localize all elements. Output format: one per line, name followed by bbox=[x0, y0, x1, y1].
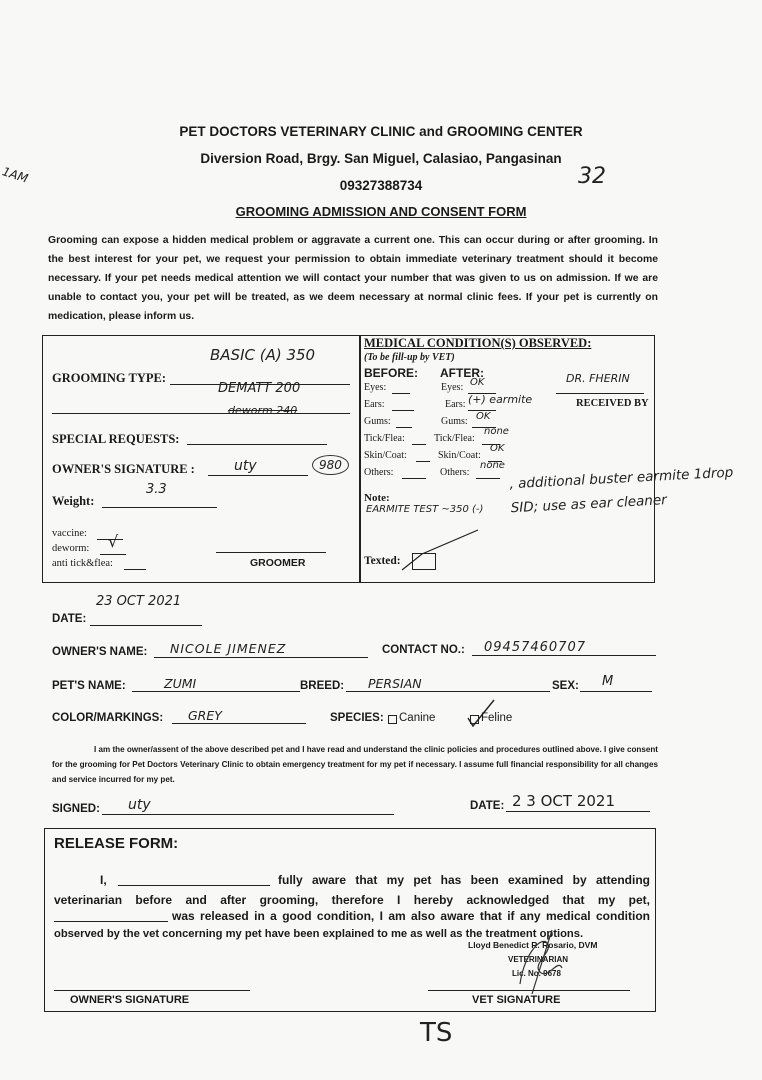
note-label: Note: bbox=[364, 492, 390, 504]
weight-value: 3.3 bbox=[146, 482, 167, 497]
after-label: AFTER: bbox=[440, 366, 484, 380]
sex-label: SEX: bbox=[552, 680, 579, 692]
medical-row bbox=[364, 411, 564, 433]
row-line-before bbox=[412, 444, 426, 445]
deworm-label: deworm: bbox=[52, 543, 90, 554]
release-name-line bbox=[118, 885, 270, 886]
color-value: GREY bbox=[188, 708, 222, 723]
contact-label: CONTACT NO.: bbox=[382, 644, 465, 656]
signed-line bbox=[102, 814, 394, 815]
row-after-value: OK bbox=[470, 377, 485, 388]
color-label: COLOR/MARKINGS: bbox=[52, 712, 164, 724]
note-value: EARMITE TEST ~350 (-) bbox=[366, 504, 484, 515]
stamp-name: Lloyd Benedict R. Rosario, DVM bbox=[468, 940, 598, 950]
stamp-lic: Lic. No. 9678 bbox=[512, 969, 561, 978]
date-line bbox=[90, 625, 202, 626]
feline-label: Feline bbox=[481, 712, 513, 724]
color-line bbox=[172, 723, 306, 724]
texted-label: Texted: bbox=[364, 555, 401, 567]
owner-signature-value: uty bbox=[234, 458, 257, 474]
contact-line bbox=[472, 655, 656, 656]
medical-title: MEDICAL CONDITION(S) OBSERVED: bbox=[364, 336, 592, 350]
pet-name-line bbox=[132, 691, 300, 692]
received-by-line bbox=[556, 393, 644, 394]
row-label-before: Tick/Flea: bbox=[364, 433, 405, 444]
row-line-before bbox=[396, 427, 412, 428]
row-label-after: Ears: bbox=[445, 399, 466, 410]
row-line-before bbox=[416, 461, 430, 462]
grooming-line2-value: DEMATT 200 bbox=[218, 381, 301, 396]
vet-signature-label: VET SIGNATURE bbox=[472, 994, 561, 1006]
breed-label: BREED: bbox=[300, 680, 345, 692]
medical-row bbox=[364, 393, 564, 416]
row-line-before bbox=[392, 410, 414, 411]
clinic-phone: 09327388734 bbox=[339, 178, 423, 193]
release-pet-line bbox=[54, 921, 168, 922]
consent-text: I am the owner/assent of the above described pet and I have read and understand the clinic policies and procedures outlined above. I give consent for the grooming for Pet Doctors Veterinary Clinic to obtain emergency treatment for my pet if necessary. I assume full financial responsibility for all changes and service incurred for my pet. bbox=[52, 745, 659, 784]
release-line3: was released in a good condition, I am also aware that if any medical condition bbox=[172, 909, 650, 923]
pet-name-value: ZUMI bbox=[164, 676, 197, 691]
row-after-value: (+) earmite bbox=[468, 393, 533, 406]
deworm-check: √ bbox=[108, 532, 119, 551]
weight-line bbox=[102, 507, 217, 508]
owner-signature-release-line bbox=[54, 990, 250, 991]
antitick-line bbox=[124, 569, 146, 570]
sex-line bbox=[580, 691, 652, 692]
grooming-type-label: GROOMING TYPE: bbox=[52, 371, 167, 385]
pet-name-label: PET'S NAME: bbox=[52, 680, 126, 692]
release-title: RELEASE FORM: bbox=[54, 835, 179, 852]
footer-initials: TS bbox=[420, 1018, 453, 1048]
groomer-line bbox=[216, 552, 326, 553]
canine-checkbox[interactable] bbox=[388, 715, 397, 724]
owner-signature-release-label: OWNER'S SIGNATURE bbox=[70, 994, 190, 1006]
deworm-line bbox=[100, 554, 126, 555]
row-line-before bbox=[402, 478, 426, 479]
groomer-label: GROOMER bbox=[250, 557, 306, 569]
row-label-after: Skin/Coat: bbox=[438, 450, 481, 461]
date-label: DATE: bbox=[52, 613, 87, 625]
release-line4: observed by the vet concerning my pet have been explained to me as well as the treatment options. bbox=[54, 928, 584, 940]
medical-rows bbox=[364, 377, 564, 484]
weight-label: Weight: bbox=[52, 494, 95, 508]
before-label: BEFORE: bbox=[364, 366, 418, 380]
grooming-line3-value: deworm 240 bbox=[228, 404, 298, 417]
grooming-line-2 bbox=[52, 413, 350, 414]
special-requests-label: SPECIAL REQUESTS: bbox=[52, 432, 180, 446]
row-label-after: Tick/Flea: bbox=[434, 433, 475, 444]
margin-note: 1AM bbox=[0, 164, 30, 186]
vet-signature-scribble-icon bbox=[512, 924, 572, 1004]
clinic-address: Diversion Road, Brgy. San Miguel, Calasiao, Pangasinan bbox=[200, 151, 562, 166]
row-label-before: Eyes: bbox=[364, 382, 387, 393]
received-by-label: RECEIVED BY bbox=[576, 398, 649, 409]
row-line-after bbox=[476, 478, 500, 479]
received-by-value: DR. FHERIN bbox=[566, 372, 630, 385]
contact-value: 09457460707 bbox=[484, 640, 586, 655]
species-label: SPECIES: bbox=[330, 712, 384, 724]
row-label-before: Skin/Coat: bbox=[364, 450, 407, 461]
medical-row bbox=[364, 443, 564, 467]
row-after-value: OK bbox=[490, 443, 505, 454]
box-divider bbox=[359, 336, 361, 582]
antitick-label: anti tick&flea: bbox=[52, 558, 113, 569]
row-label-after: Gums: bbox=[441, 416, 468, 427]
release-i: I, bbox=[100, 873, 107, 887]
row-label-before: Gums: bbox=[364, 416, 391, 427]
release-line2: veterinarian before and after grooming, therefore I hereby acknowledged that my pet, bbox=[54, 893, 650, 907]
row-after-value: none bbox=[484, 426, 509, 437]
owner-name-line bbox=[154, 657, 368, 658]
row-label-after: Others: bbox=[440, 467, 470, 478]
signed-label: SIGNED: bbox=[52, 803, 100, 815]
signed-value: uty bbox=[128, 797, 151, 813]
row-after-value: none bbox=[480, 460, 505, 471]
vet-signature-line bbox=[428, 990, 630, 991]
intro-paragraph: Grooming can expose a hidden medical problem or aggravate a current one. This can occur during or after grooming. In the best interest for your pet, we request your permission to obtain immediate veterinary treatment should it become necessary. If your pet needs medical attention we will contact your number that was given to us on admission. If we are unable to contact you, your pet will be treated, as we deem necessary at normal clinic fees. If your pet is currently on medication, please inform us. bbox=[48, 235, 658, 322]
owner-name-value: NICOLE JIMENEZ bbox=[170, 641, 287, 656]
owner-name-label: OWNER'S NAME: bbox=[52, 646, 148, 658]
row-label-before: Others: bbox=[364, 467, 394, 478]
breed-line bbox=[346, 691, 550, 692]
consent-date-value: 2 3 OCT 2021 bbox=[512, 792, 616, 810]
consent-date-line bbox=[506, 811, 650, 812]
medical-subtitle: (To be fill-up by VET) bbox=[364, 352, 455, 363]
row-line-before bbox=[392, 393, 410, 394]
canine-label: Canine bbox=[399, 712, 436, 724]
grooming-type-value: BASIC (A) 350 bbox=[210, 346, 316, 364]
date-value: 23 OCT 2021 bbox=[96, 594, 182, 609]
stamp-title: VETERINARIAN bbox=[508, 955, 569, 964]
form-title: GROOMING ADMISSION AND CONSENT FORM bbox=[235, 204, 527, 219]
texted-check-icon bbox=[400, 528, 480, 574]
owner-signature-line bbox=[208, 475, 308, 476]
medical-row bbox=[364, 426, 564, 450]
note-extra: , additional buster earmite 1drop SID; use as ear cleaner bbox=[509, 464, 734, 517]
release-line1: fully aware that my pet has been examined by attending bbox=[278, 873, 650, 887]
owner-signature-label: OWNER'S SIGNATURE : bbox=[52, 462, 195, 476]
page-number: 32 bbox=[578, 164, 606, 189]
breed-value: PERSIAN bbox=[368, 676, 422, 691]
medical-row bbox=[364, 377, 564, 399]
row-label-after: Eyes: bbox=[441, 382, 464, 393]
consent-date-label: DATE: bbox=[470, 800, 505, 812]
clinic-name: PET DOCTORS VETERINARY CLINIC and GROOMING CENTER bbox=[179, 124, 583, 139]
sex-value: M bbox=[602, 674, 614, 689]
total-value: 980 bbox=[312, 455, 349, 475]
row-after-value: OK bbox=[476, 411, 491, 422]
vaccine-label: vaccine: bbox=[52, 528, 87, 539]
special-requests-line bbox=[187, 444, 327, 445]
row-label-before: Ears: bbox=[364, 399, 385, 410]
